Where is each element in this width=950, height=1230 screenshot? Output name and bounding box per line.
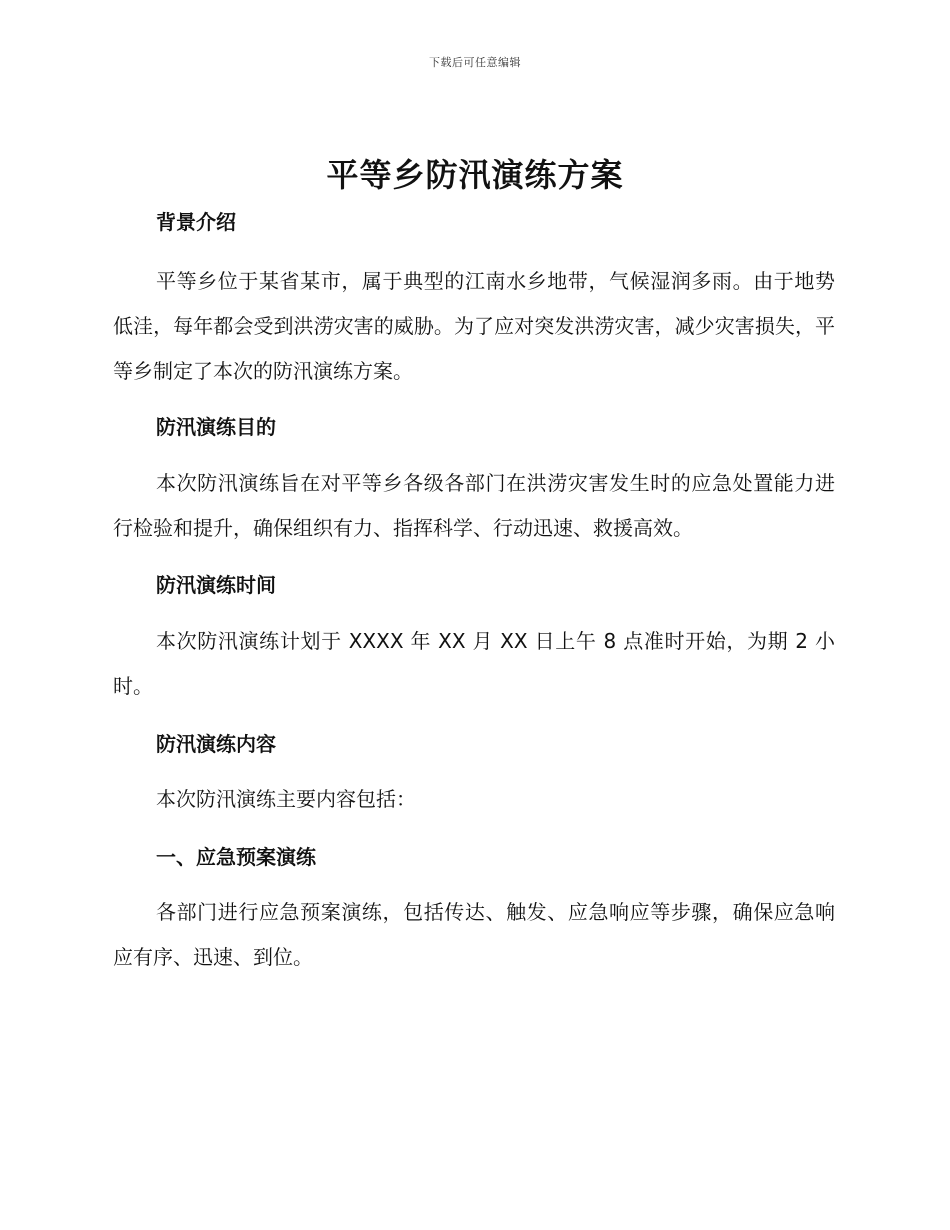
section-paragraph-background: 平等乡位于某省某市，属于典型的江南水乡地带，气候湿润多雨。由于地势低洼，每年都会受到洪涝灾害的威胁。为了应对突发洪涝灾害，减少灾害损失，平等乡制定了本次的防汛演练方案。 [113, 269, 835, 383]
page-title: 平等乡防汛演练方案 [326, 156, 624, 194]
document-body [113, 200, 835, 980]
section-heading-time: 防汛演练时间 [156, 573, 276, 597]
section-heading-content: 防汛演练内容 [156, 732, 276, 756]
section-paragraph-emergency-plan: 各部门进行应急预案演练，包括传达、触发、应急响应等步骤，确保应急响应有序、迅速、到位。 [113, 900, 835, 969]
section-paragraph-content: 本次防汛演练主要内容包括： [156, 787, 416, 811]
section-paragraph-time: 本次防汛演练计划于 XXXX 年 XX 月 XX 日上午 8 点准时开始，为期 2 小时。 [113, 629, 835, 698]
header-note: 下载后可任意编辑 [429, 56, 521, 69]
section-paragraph-purpose: 本次防汛演练旨在对平等乡各级各部门在洪涝灾害发生时的应急处置能力进行检验和提升，确保组织有力、指挥科学、行动迅速、救援高效。 [113, 471, 835, 540]
section-heading-purpose: 防汛演练目的 [156, 415, 276, 439]
section-heading-background: 背景介绍 [156, 210, 236, 234]
section-heading-emergency-plan: 一、应急预案演练 [156, 845, 316, 869]
